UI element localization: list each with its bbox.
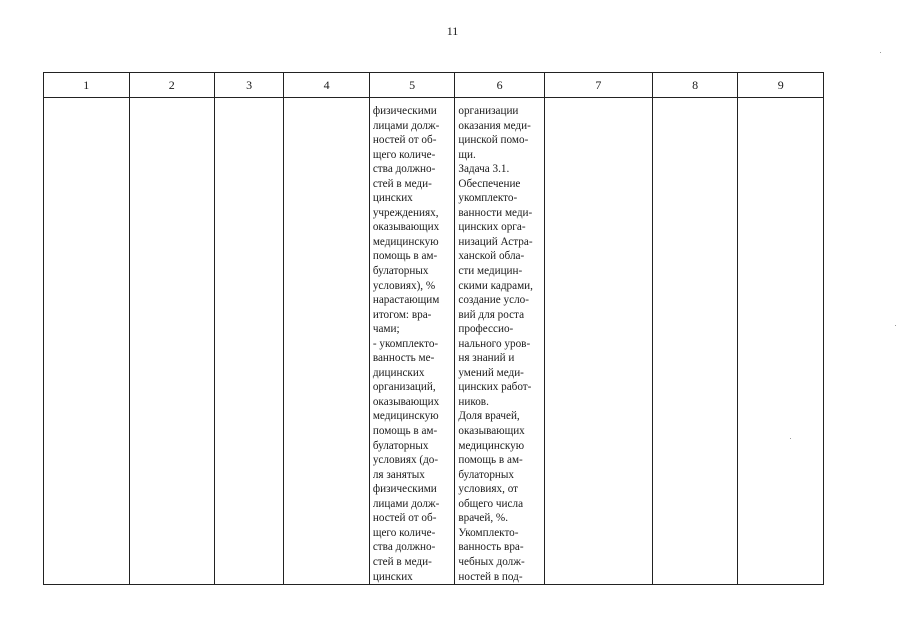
cell-text-line: ля занятых — [372, 468, 425, 481]
cell-text-line: условиях), % — [372, 279, 436, 292]
scan-speck — [790, 438, 791, 439]
cell-text-line: цинских — [372, 192, 413, 205]
cell-text-line: булаторных — [372, 265, 429, 278]
cell-text-line: Укомплекто- — [458, 526, 519, 539]
table-row — [44, 98, 824, 585]
table-cell-col3 — [215, 98, 284, 585]
cell-text-line: помощь в ам- — [372, 250, 438, 263]
cell-text-line: помощь в ам- — [372, 425, 438, 438]
cell-text-line: нарастающим — [372, 294, 440, 307]
header-cell-4: 4 — [284, 73, 370, 98]
header-cell-7: 7 — [544, 73, 652, 98]
table-cell-col1 — [44, 98, 130, 585]
cell-text-line: Задача 3.1. — [458, 163, 510, 176]
page-number: 11 — [446, 24, 459, 38]
cell-text-line: цинских — [372, 570, 413, 583]
cell-text-line: цинских работ- — [458, 381, 532, 394]
cell-text-line: укомплекто- — [458, 192, 518, 205]
cell-text-line: медицинскую — [372, 410, 439, 423]
cell-text-line: ванности меди- — [458, 206, 533, 219]
cell-text-line: вий для роста — [458, 308, 525, 321]
table-cell-col2 — [129, 98, 215, 585]
cell-text-line: - укомплекто- — [372, 337, 439, 350]
cell-text-line: щего количе- — [372, 526, 436, 539]
cell-text-line: булаторных — [372, 439, 429, 452]
cell-text-line: нального уров- — [458, 337, 531, 350]
cell-text-line: чами; — [372, 323, 400, 336]
cell-text-line: физическими — [372, 105, 437, 117]
cell-text-line: медицинскую — [458, 439, 525, 452]
cell-text-line: ня знаний и — [458, 352, 515, 365]
cell-text-line: ханской обла- — [458, 250, 525, 263]
header-cell-9: 9 — [738, 73, 824, 98]
header-cell-3: 3 — [215, 73, 284, 98]
header-cell-1: 1 — [44, 73, 130, 98]
cell-text-line: стей в меди- — [372, 177, 432, 190]
cell-text-line: итогом: вра- — [372, 308, 432, 321]
header-cell-5: 5 — [369, 73, 455, 98]
cell-text-line: ства должно- — [372, 163, 436, 176]
scan-speck — [880, 52, 881, 53]
cell-text-line: учреждениях, — [372, 206, 439, 219]
cell-text-line: ванность ме- — [372, 352, 435, 365]
cell-text-line: врачей, %. — [458, 512, 509, 525]
cell-text-line: оказывающих — [372, 221, 440, 234]
header-cell-6: 6 — [455, 73, 545, 98]
cell-text-line: скими кадрами, — [458, 279, 533, 292]
table-cell-col9 — [738, 98, 824, 585]
cell-text-line: ностей от об- — [372, 512, 437, 525]
cell-text-line: ников. — [458, 395, 489, 408]
cell-text-line: Доля врачей, — [458, 410, 520, 423]
cell-text-line: помощь в ам- — [458, 454, 523, 467]
cell-text-line: низаций Астра- — [458, 235, 533, 248]
cell-text-line: общего числа — [458, 497, 524, 510]
cell-text-line: ностей от об- — [372, 134, 437, 147]
cell-text-line: физическими — [372, 483, 437, 496]
cell-text-line: медицинскую — [372, 235, 439, 248]
cell-text-line: организаций, — [372, 381, 436, 394]
cell-text-line: оказания меди- — [458, 119, 531, 132]
cell-text-line: умений меди- — [458, 366, 524, 379]
cell-text-line: условиях (до- — [372, 454, 439, 467]
cell-text-line: организации — [458, 105, 519, 117]
scan-speck — [895, 325, 896, 326]
cell-text-line: создание усло- — [458, 294, 529, 307]
table-cell-col4 — [284, 98, 370, 585]
cell-text-line: сти медицин- — [458, 265, 523, 278]
cell-text-line: цинских орга- — [458, 221, 526, 234]
cell-text-line: чебных долж- — [458, 555, 525, 568]
cell-text-line: оказывающих — [458, 425, 525, 438]
cell-text-line: щего количе- — [372, 148, 436, 161]
cell-text-line: ства должно- — [372, 541, 436, 554]
data-table — [43, 72, 824, 585]
header-cell-8: 8 — [652, 73, 738, 98]
cell-text-line: лицами долж- — [372, 119, 440, 132]
cell-text-line: условиях, от — [458, 483, 519, 496]
header-row — [44, 73, 824, 98]
cell-text-line: оказывающих — [372, 395, 440, 408]
cell-text-line: ванность вра- — [458, 541, 524, 554]
table-cell-col8 — [652, 98, 738, 585]
cell-text-line: лицами долж- — [372, 497, 440, 510]
cell-text-line: цинской помо- — [458, 134, 529, 147]
cell-text-line: профессио- — [458, 323, 514, 336]
table-cell-col5 — [369, 98, 455, 585]
table-cell-col6 — [455, 98, 545, 585]
table-cell-col7 — [544, 98, 652, 585]
cell-text-line: стей в меди- — [372, 555, 432, 568]
cell-text-line: булаторных — [458, 468, 515, 481]
header-cell-2: 2 — [129, 73, 215, 98]
cell-text-line: щи. — [458, 148, 476, 161]
cell-text-line: Обеспечение — [458, 177, 521, 190]
cell-text-line: дицинских — [372, 366, 425, 379]
cell-text-line: ностей в под- — [458, 570, 523, 583]
